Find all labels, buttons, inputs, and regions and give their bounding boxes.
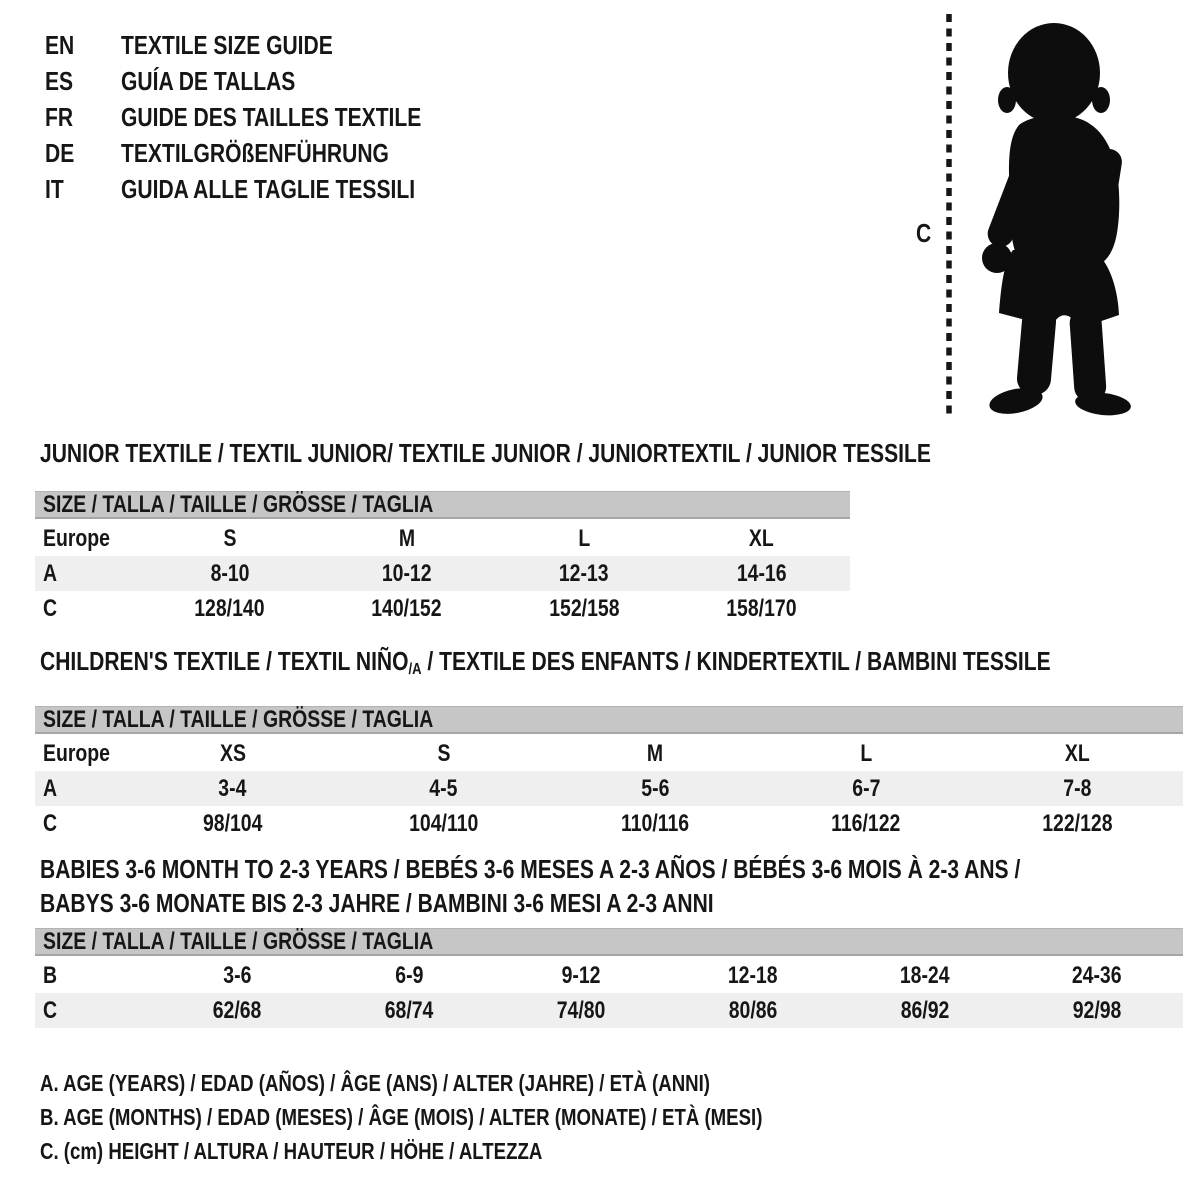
size-cell [549, 740, 760, 768]
children-textile-section [35, 644, 1183, 841]
language-code: IT [45, 174, 64, 204]
language-code-box [45, 63, 121, 99]
children-size-header-bar [35, 706, 1183, 734]
language-code: ES [45, 66, 74, 96]
footnote-line-a [40, 1066, 932, 1100]
babies-row-c [35, 993, 1183, 1028]
language-row-en [45, 27, 492, 63]
row-label [35, 775, 127, 803]
size-cell [323, 997, 495, 1025]
language-code: FR [45, 102, 74, 132]
size-cell [673, 560, 850, 588]
title-part: JUNIOR TEXTILE / TEXTIL JUNIOR/ TEXTILE JUNIOR / JUNIORTEXTIL / JUNIOR TESSILE [40, 438, 931, 468]
size-cell-text: M [398, 524, 415, 552]
size-cell-text: 80/86 [728, 996, 778, 1024]
babies-title-line [40, 852, 1183, 886]
size-cell [496, 525, 673, 553]
footnote-text: C. (cm) HEIGHT / ALTURA / HAUTEUR / HÖHE / ALTEZZA [40, 1138, 543, 1164]
size-cell-text: 92/98 [1072, 996, 1122, 1024]
size-cell [496, 560, 673, 588]
size-cell [495, 997, 667, 1025]
children-row-a [35, 771, 1183, 806]
size-cell-text: 9-12 [561, 961, 601, 989]
junior-size-table [35, 491, 850, 626]
size-cell-text: 152/158 [548, 594, 620, 622]
row-label-text: C [43, 809, 58, 837]
size-cell [673, 525, 850, 553]
junior-size-header-bar [35, 491, 850, 519]
size-cell [1011, 997, 1183, 1025]
height-line-label-text: C [916, 218, 932, 248]
language-row-it [45, 171, 492, 207]
title-part: / TEXTILE DES ENFANTS / KINDERTEXTIL / BAMBINI TESSILE [421, 646, 1051, 676]
row-label [35, 595, 141, 623]
size-cell-text: 3-6 [222, 961, 252, 989]
subscript-text: /A [408, 660, 422, 679]
junior-title-text [40, 436, 931, 470]
size-cell-text: 68/74 [384, 996, 434, 1024]
children-row-c [35, 806, 1183, 841]
size-cell [1011, 962, 1183, 990]
row-label [35, 997, 151, 1025]
row-label [35, 560, 141, 588]
footnote-text: A. AGE (YEARS) / EDAD (AÑOS) / ÂGE (ANS) / ALTER (JAHRE) / ETÀ (ANNI) [40, 1070, 710, 1096]
height-measure-line [944, 14, 954, 418]
size-cell-text: 110/116 [620, 809, 690, 837]
size-cell [151, 997, 323, 1025]
language-guide-title: TEXTILGRÖßENFÜHRUNG [121, 138, 389, 168]
row-label [35, 525, 141, 553]
size-cell [549, 775, 760, 803]
size-cell-text: 8-10 [210, 559, 250, 587]
size-cell-text: 128/140 [194, 594, 265, 622]
size-cell [839, 997, 1011, 1025]
language-code-box [45, 135, 121, 171]
size-cell [338, 740, 549, 768]
size-cell [338, 775, 549, 803]
size-cell-text: 98/104 [202, 809, 263, 837]
size-cell [127, 740, 338, 768]
language-code: EN [45, 30, 75, 60]
size-cell [127, 810, 338, 838]
size-cell [338, 810, 549, 838]
size-cell-text: 140/152 [371, 594, 443, 622]
size-cell [761, 775, 972, 803]
language-row-de [45, 135, 492, 171]
title-part: CHILDREN'S TEXTILE / TEXTIL NIÑO [40, 646, 409, 676]
row-label [35, 962, 151, 990]
row-label-text: B [43, 961, 58, 989]
babies-size-header-bar [35, 928, 1183, 956]
size-header-text: SIZE / TALLA / TAILLE / GRÖSSE / TAGLIA [43, 927, 434, 955]
size-cell [495, 962, 667, 990]
size-cell [673, 595, 850, 623]
size-cell-text: 122/128 [1042, 809, 1113, 837]
language-guide-title: GUÍA DE TALLAS [121, 66, 296, 96]
junior-title-line [40, 436, 1183, 470]
language-code-box [45, 27, 121, 63]
size-cell-text: 12-18 [728, 961, 778, 989]
title-part: BABYS 3-6 MONATE BIS 2-3 JAHRE / BAMBINI 3-6 MESI A 2-3 ANNI [40, 888, 714, 918]
junior-textile-section [35, 436, 1183, 626]
size-cell [972, 740, 1183, 768]
size-cell-text: 5-6 [640, 774, 670, 802]
size-cell-text: 158/170 [726, 594, 797, 622]
size-cell [839, 962, 1011, 990]
row-label [35, 810, 127, 838]
language-guide-title: GUIDE DES TAILLES TEXTILE [121, 102, 422, 132]
size-cell-text: XL [748, 524, 774, 552]
size-cell-text: 4-5 [429, 774, 458, 802]
size-cell [496, 595, 673, 623]
babies-title-text [40, 886, 714, 920]
row-label [35, 740, 127, 768]
size-cell-text: 24-36 [1072, 961, 1122, 989]
babies-row-b [35, 958, 1183, 993]
size-cell-text: S [223, 524, 237, 552]
size-cell-text: 12-13 [559, 559, 609, 587]
size-cell [761, 740, 972, 768]
language-guide-title: TEXTILE SIZE GUIDE [121, 30, 333, 60]
babies-title-line [40, 886, 1183, 920]
language-title-list [45, 27, 492, 207]
footnote-text: B. AGE (MONTHS) / EDAD (MESES) / ÂGE (MOIS) / ALTER (MONATE) / ETÀ (MESI) [40, 1104, 763, 1130]
size-cell-text: L [578, 524, 591, 552]
size-cell-text: 6-9 [394, 961, 424, 989]
size-header-text: SIZE / TALLA / TAILLE / GRÖSSE / TAGLIA [43, 490, 434, 518]
size-cell [127, 775, 338, 803]
height-line-label [916, 218, 935, 249]
size-cell [151, 962, 323, 990]
size-cell-text: 116/122 [831, 809, 901, 837]
size-cell-text: 74/80 [556, 996, 606, 1024]
size-cell-text: S [437, 739, 451, 767]
size-cell-text: 62/68 [212, 996, 262, 1024]
size-cell [141, 560, 318, 588]
size-cell-text: 18-24 [900, 961, 950, 989]
size-cell [318, 595, 495, 623]
size-cell-text: L [860, 739, 873, 767]
row-label-text: A [43, 559, 58, 587]
size-cell-text: 10-12 [382, 559, 432, 587]
size-cell [318, 560, 495, 588]
junior-row-europe [35, 521, 850, 556]
children-section-title [40, 644, 1183, 686]
size-cell [761, 810, 972, 838]
language-row-fr [45, 99, 492, 135]
title-part: BABIES 3-6 MONTH TO 2-3 YEARS / BEBÉS 3-6 MESES A 2-3 AÑOS / BÉBÉS 3-6 MOIS À 2-3 ANS / [40, 854, 1021, 884]
junior-section-title [40, 436, 1183, 470]
row-label-text: Europe [43, 739, 110, 767]
babies-textile-section [35, 852, 1183, 1028]
size-cell [318, 525, 495, 553]
row-label-text: Europe [43, 524, 110, 552]
row-label-text: C [43, 594, 58, 622]
size-cell [141, 595, 318, 623]
footnote-line-c [40, 1134, 932, 1168]
children-size-table [35, 706, 1183, 841]
babies-size-table [35, 928, 1183, 1028]
row-label-text: A [43, 774, 58, 802]
size-cell-text: 7-8 [1063, 774, 1092, 802]
language-code: DE [45, 138, 75, 168]
size-cell [323, 962, 495, 990]
size-cell [972, 810, 1183, 838]
toddler-silhouette-icon [966, 12, 1138, 416]
size-cell-text: 86/92 [900, 996, 950, 1024]
language-code-box [45, 99, 121, 135]
size-cell-text: XL [1064, 739, 1090, 767]
language-code-box [45, 171, 121, 207]
babies-section-title [40, 852, 1183, 920]
junior-row-c [35, 591, 850, 626]
junior-row-a [35, 556, 850, 591]
children-title-line [40, 644, 1183, 686]
size-cell [141, 525, 318, 553]
size-cell [667, 962, 839, 990]
size-header-text: SIZE / TALLA / TAILLE / GRÖSSE / TAGLIA [43, 705, 434, 733]
size-cell-text: M [646, 739, 664, 767]
language-guide-title: GUIDA ALLE TAGLIE TESSILI [121, 174, 416, 204]
language-row-es [45, 63, 492, 99]
footnote-line-b [40, 1100, 932, 1134]
babies-title-text [40, 852, 1020, 886]
size-cell [972, 775, 1183, 803]
legend-footnotes [40, 1066, 932, 1168]
size-cell [667, 997, 839, 1025]
size-cell-text: 6-7 [852, 774, 881, 802]
size-cell-text: 3-4 [218, 774, 247, 802]
size-cell [549, 810, 760, 838]
children-title-text [40, 644, 1051, 686]
size-cell-text: 14-16 [736, 559, 787, 587]
size-cell-text: XS [219, 739, 246, 767]
children-row-europe [35, 736, 1183, 771]
row-label-text: C [43, 996, 58, 1024]
size-cell-text: 104/110 [409, 809, 479, 837]
